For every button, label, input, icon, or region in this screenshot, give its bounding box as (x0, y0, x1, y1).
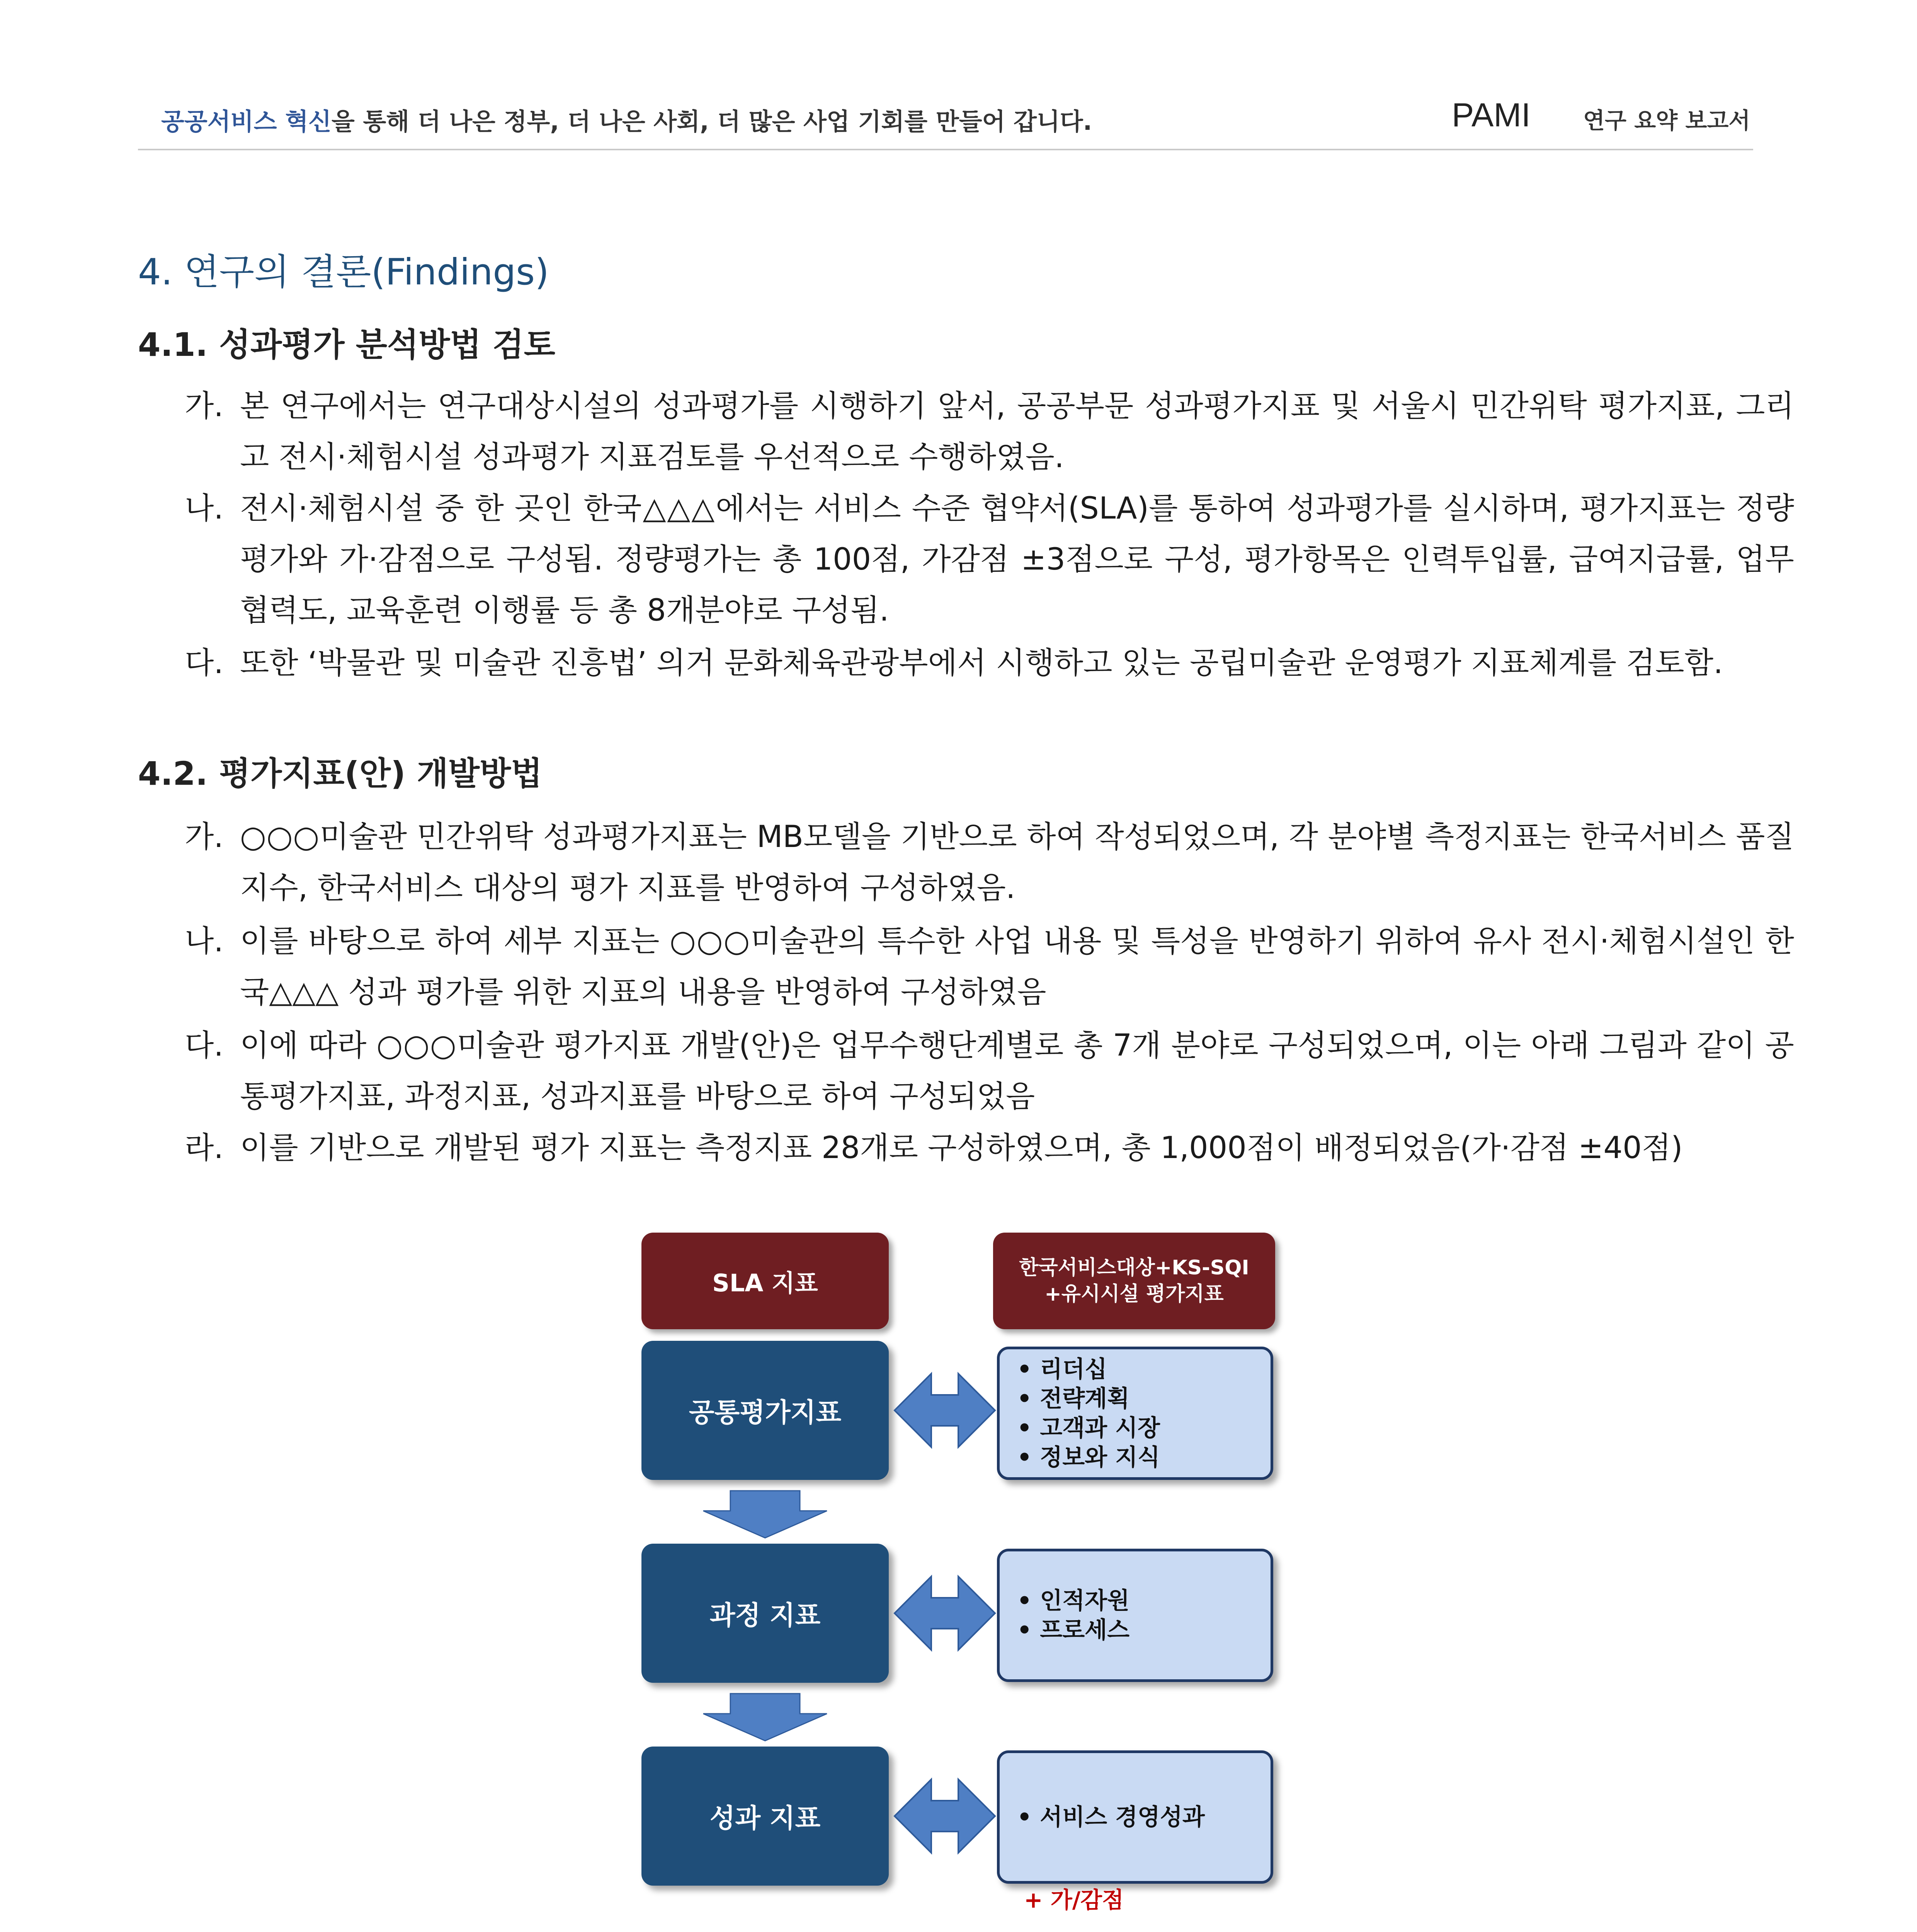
paragraph-4-2-ga: 가. ○○○미술관 민간위탁 성과평가지표는 MB모델을 기반으로 하여 작성되었으며, 각 분야별 측정지표는 한국서비스 품질지수, 한국서비스 대상의 평가 지표를 반영하여 구성하였음. (185, 820, 1794, 905)
paragraph-4-2-ra: 라. 이를 기반으로 개발된 평가 지표는 측정지표 28개로 구성하였으며, 총 1,000점이 배정되었음(가·감점 ±40점) (185, 1131, 1683, 1165)
page-header (138, 91, 1753, 150)
double-arrow-icon (895, 1779, 995, 1853)
process-index-box: 과정 지표 (641, 1544, 889, 1683)
common-index-box: 공통평가지표 (641, 1341, 889, 1480)
list-item: • 리더십 (1017, 1355, 1160, 1384)
list-item: • 인적자원 (1017, 1586, 1129, 1616)
sla-index-box: SLA 지표 (641, 1233, 889, 1329)
header-report-type: 연구 요약 보고서 (1583, 107, 1750, 134)
double-arrow-icon (895, 1577, 995, 1650)
paragraph-4-1-na: 나. 전시·체험시설 중 한 곳인 한국△△△에서는 서비스 수준 협약서(SLA)를 통하여 성과평가를 실시하며, 평가지표는 정량평가와 가·감점으로 구성됨. 정량평가는 총 100점, 가감점 ±3점으로 구성, 평가항목은 인력투입률, 급여지급률, 업무협력도, 교육훈련 이행률 등 총 8개분야로 구성됨. (185, 491, 1794, 628)
section-title: 4. 연구의 결론(Findings) (138, 251, 549, 293)
bonus-note: + 가/감점 (1024, 1887, 1124, 1913)
header-brand: PAMI (1452, 97, 1531, 134)
list-item: • 고객과 시장 (1017, 1413, 1160, 1443)
list-item: • 프로세스 (1017, 1616, 1129, 1645)
paragraph-4-1-da: 다. 또한 ‘박물관 및 미술관 진흥법’ 의거 문화체육관광부에서 시행하고 있는 공립미술관 운영평가 지표체계를 검토함. (185, 646, 1723, 680)
list-item: • 전략계획 (1017, 1384, 1160, 1413)
subsection-title-4-1: 4.1. 성과평가 분석방법 검토 (138, 326, 555, 364)
list-item: • 정보와 지식 (1017, 1443, 1160, 1472)
subsection-title-4-2: 4.2. 평가지표(안) 개발방법 (138, 755, 543, 793)
outcome-index-box: 성과 지표 (641, 1747, 889, 1886)
list-item: • 서비스 경영성과 (1017, 1803, 1205, 1832)
diagram-arrows (641, 1233, 1291, 1928)
down-arrow-icon (703, 1491, 827, 1538)
paragraph-4-2-da: 다. 이에 따라 ○○○미술관 평가지표 개발(안)은 업무수행단계별로 총 7개 분야로 구성되었으며, 이는 아래 그림과 같이 공통평가지표, 과정지표, 성과지표를 바탕으로 하여 구성되었음 (185, 1028, 1794, 1114)
paragraph-4-1-ga: 가. 본 연구에서는 연구대상시설의 성과평가를 시행하기 앞서, 공공부문 성과평가지표 및 서울시 민간위탁 평가지표, 그리고 전시·체험시설 성과평가 지표검토를 우선적으로 수행하였음. (185, 389, 1794, 474)
evaluation-index-diagram (641, 1233, 1291, 1928)
header-tagline: 공공서비스 혁신을 통해 더 나은 정부, 더 나은 사회, 더 많은 사업 기회를 만들어 갑니다. (161, 107, 1092, 136)
source-index-box: 한국서비스대상+KS-SQI +유시시설 평가지표 (993, 1233, 1275, 1329)
double-arrow-icon (895, 1374, 995, 1447)
down-arrow-icon (703, 1694, 827, 1741)
paragraph-4-2-na: 나. 이를 바탕으로 하여 세부 지표는 ○○○미술관의 특수한 사업 내용 및 특성을 반영하기 위하여 유사 전시·체험시설인 한국△△△ 성과 평가를 위한 지표의 내용을 반영하여 구성하였음 (185, 924, 1794, 1010)
